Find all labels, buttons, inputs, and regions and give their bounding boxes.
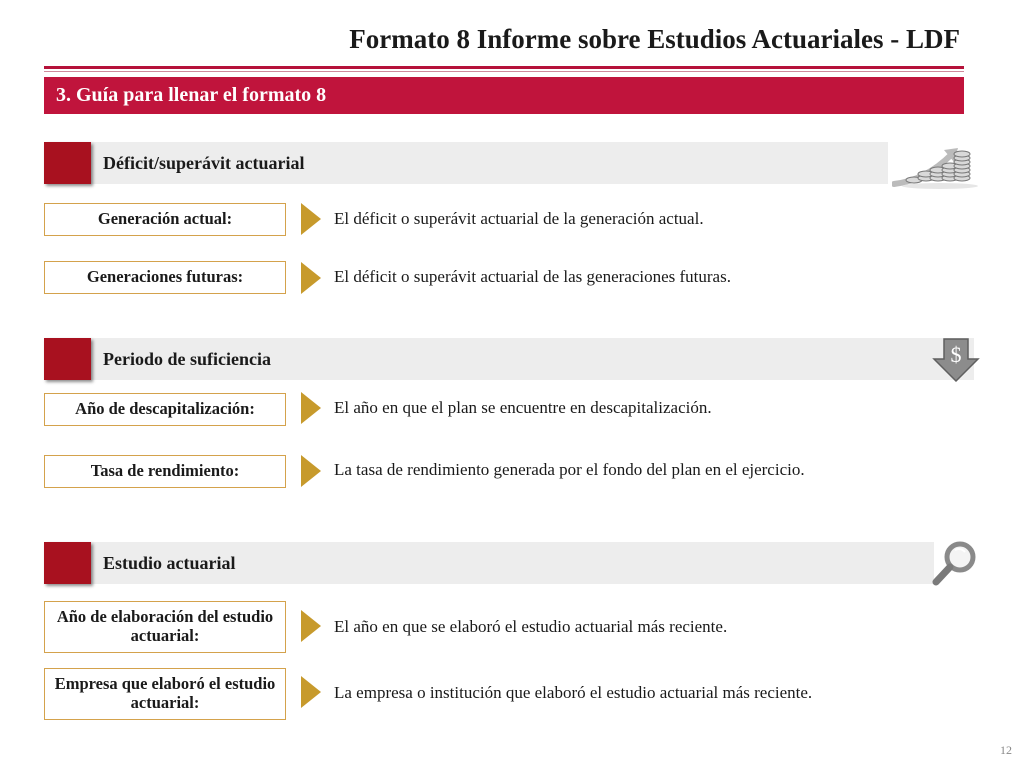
field-label: Año de elaboración del estudio actuarial:	[56, 607, 274, 645]
field-label-box	[44, 668, 286, 720]
pointer-arrow-icon	[301, 203, 321, 235]
page-title: Formato 8 Informe sobre Estudios Actuariales - LDF	[349, 24, 960, 54]
section-marker	[44, 142, 91, 184]
subtitle-text: 3. Guía para llenar el formato 8	[56, 84, 327, 106]
field-description: El año en que se elaboró el estudio actuarial más reciente.	[334, 617, 728, 636]
pointer-arrow-icon	[301, 610, 321, 642]
coins-growth-icon	[892, 134, 982, 194]
title-divider-thin	[44, 71, 964, 72]
field-label: Generación actual:	[97, 209, 233, 229]
field-label-box	[44, 601, 286, 653]
field-label-box	[44, 203, 286, 236]
field-label-box	[44, 393, 286, 426]
title-divider	[44, 66, 964, 69]
section-marker	[44, 338, 91, 380]
pointer-arrow-icon	[301, 676, 321, 708]
page-number: 12	[1000, 743, 1012, 757]
field-description: La tasa de rendimiento generada por el fondo del plan en el ejercicio.	[334, 460, 805, 479]
field-label-box	[44, 455, 286, 488]
field-description: El déficit o superávit actuarial de las generaciones futuras.	[334, 267, 731, 286]
section-header-suficiencia	[44, 338, 974, 380]
section-header-estudio	[44, 542, 934, 584]
section-marker	[44, 542, 91, 584]
dollar-symbol: $	[950, 342, 962, 367]
pointer-arrow-icon	[301, 392, 321, 424]
field-description: El déficit o superávit actuarial de la generación actual.	[334, 209, 704, 228]
subtitle-banner	[44, 77, 964, 114]
field-description: La empresa o institución que elaboró el estudio actuarial más reciente.	[334, 683, 813, 702]
field-label: Empresa que elaboró el estudio actuarial:	[54, 674, 276, 712]
field-label: Año de descapitalización:	[75, 399, 255, 419]
magnifier-icon	[930, 538, 980, 588]
field-label: Generaciones futuras:	[86, 267, 244, 287]
pointer-arrow-icon	[301, 455, 321, 487]
field-label: Tasa de rendimiento:	[90, 461, 240, 481]
section-heading: Déficit/superávit actuarial	[103, 152, 305, 173]
dollar-down-arrow-icon	[932, 337, 980, 385]
field-label-box	[44, 261, 286, 294]
pointer-arrow-icon	[301, 262, 321, 294]
section-heading: Periodo de suficiencia	[103, 348, 271, 369]
section-header-deficit	[44, 142, 888, 184]
field-description: El año en que el plan se encuentre en descapitalización.	[334, 398, 712, 417]
section-heading: Estudio actuarial	[103, 552, 236, 573]
